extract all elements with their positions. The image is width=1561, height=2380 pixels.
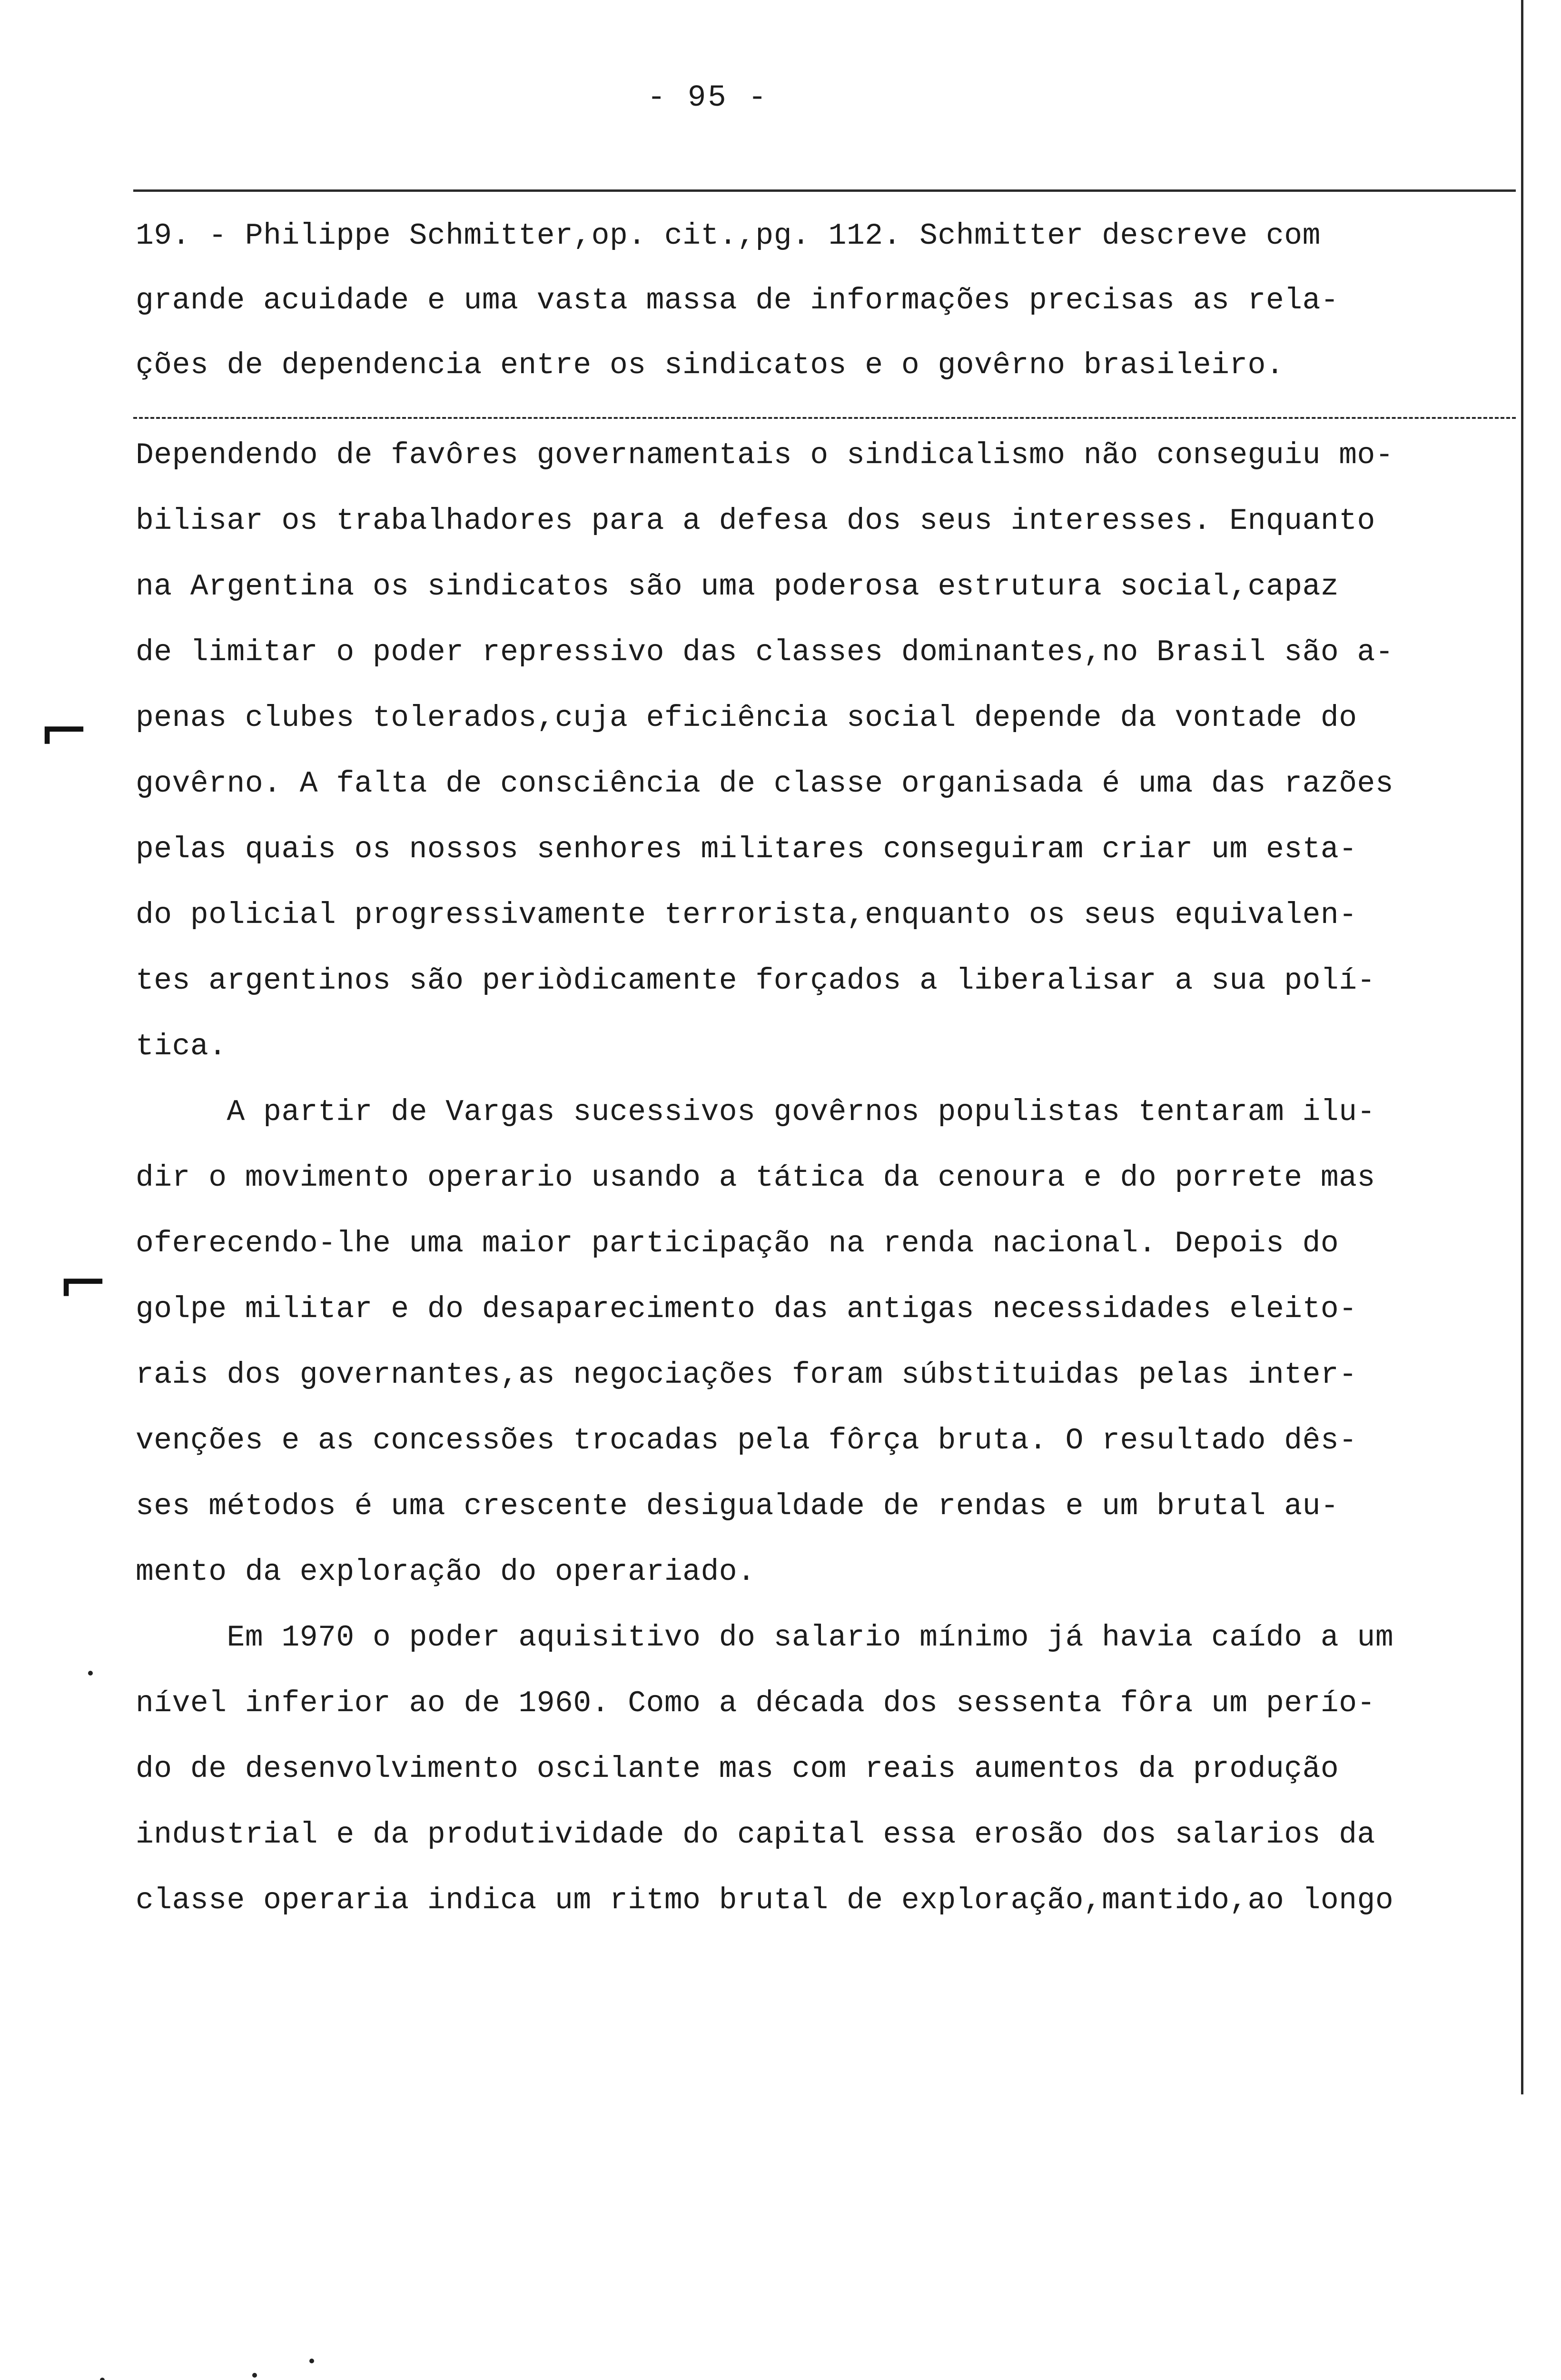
footnote-line: 19. - Philippe Schmitter,op. cit.,pg. 112. Schmitter descreve com (136, 219, 1321, 253)
body-line: oferecendo-lhe uma maior participação na renda nacional. Depois do (136, 1227, 1339, 1260)
handwritten-bracket-mark: ⌐ (57, 1247, 109, 1319)
handwritten-bracket-mark: ⌐ (38, 695, 90, 767)
body-line: industrial e da produtividade do capital essa erosão dos salarios da (136, 1818, 1375, 1852)
scan-speck (309, 2359, 314, 2363)
body-line: penas clubes tolerados,cuja eficiência social depende da vontade do (136, 701, 1357, 735)
body-line: de limitar o poder repressivo das classes dominantes,no Brasil são a- (136, 635, 1394, 669)
body-line: ses métodos é uma crescente desigualdade de rendas e um brutal au- (136, 1489, 1339, 1523)
body-line: A partir de Vargas sucessivos govêrnos populistas tentaram ilu- (136, 1095, 1375, 1129)
scan-speck (88, 1671, 93, 1676)
body-line: bilisar os trabalhadores para a defesa dos seus interesses. Enquanto (136, 504, 1375, 538)
footnote-top-rule (133, 189, 1516, 192)
body-line: Em 1970 o poder aquisitivo do salario mínimo já havia caído a um (136, 1621, 1394, 1655)
footnote-line: ções de dependencia entre os sindicatos e o govêrno brasileiro. (136, 348, 1284, 382)
body-line: govêrno. A falta de consciência de classe organisada é uma das razões (136, 767, 1394, 801)
body-line: nível inferior ao de 1960. Como a década dos sessenta fôra um perío- (136, 1686, 1375, 1720)
footnote-bottom-rule (133, 417, 1516, 419)
body-line: do de desenvolvimento oscilante mas com reais aumentos da produção (136, 1752, 1339, 1786)
footnote-line: grande acuidade e uma vasta massa de informações precisas as rela- (136, 284, 1339, 317)
body-line: tes argentinos são periòdicamente forçados a liberalisar a sua polí- (136, 964, 1375, 998)
body-line: tica. (136, 1030, 227, 1063)
page-right-edge-line (1521, 0, 1523, 2094)
body-text (136, 423, 1511, 1934)
scan-speck (100, 2378, 105, 2380)
page-number: - 95 - (647, 81, 769, 115)
scan-speck (252, 2373, 257, 2378)
body-line: rais dos governantes,as negociações foram súbstituidas pelas inter- (136, 1358, 1357, 1392)
body-line: na Argentina os sindicatos são uma poderosa estrutura social,capaz (136, 570, 1339, 604)
footnote (136, 204, 1511, 398)
body-line: golpe militar e do desaparecimento das antigas necessidades eleito- (136, 1292, 1357, 1326)
body-line: pelas quais os nossos senhores militares conseguiram criar um esta- (136, 833, 1357, 866)
body-line: classe operaria indica um ritmo brutal de exploração,mantido,ao longo (136, 1884, 1394, 1917)
body-line: dir o movimento operario usando a tática da cenoura e do porrete mas (136, 1161, 1375, 1195)
body-line: mento da exploração do operariado. (136, 1555, 756, 1589)
body-line: Dependendo de favôres governamentais o sindicalismo não conseguiu mo- (136, 438, 1394, 472)
body-line: do policial progressivamente terrorista,enquanto os seus equivalen- (136, 898, 1357, 932)
body-line: venções e as concessões trocadas pela fôrça bruta. O resultado dês- (136, 1424, 1357, 1458)
